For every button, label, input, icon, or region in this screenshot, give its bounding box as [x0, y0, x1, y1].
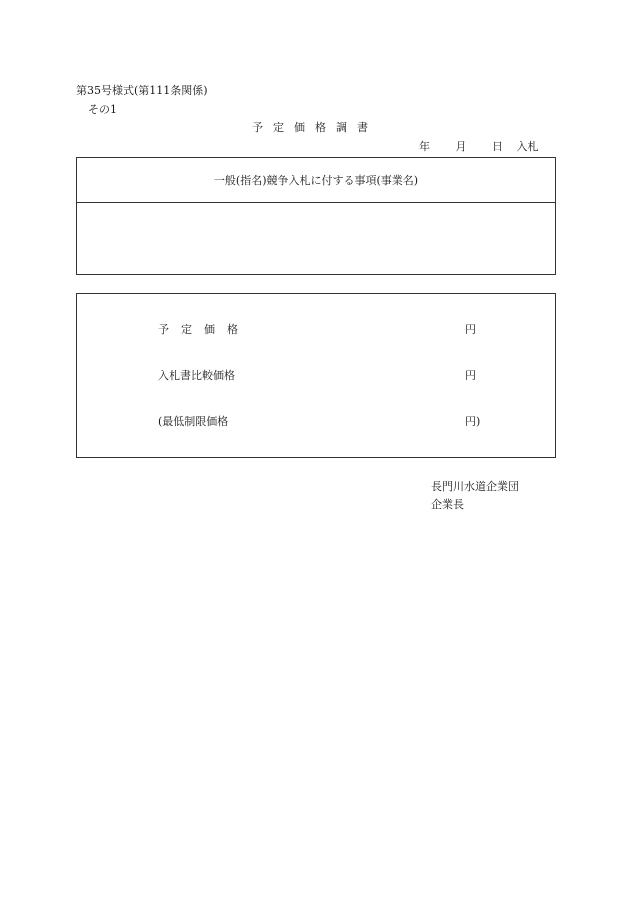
price-label-minimum: (最低制限価格 — [158, 415, 229, 428]
date-tender-label: 入札 — [516, 140, 539, 153]
price-row-estimated — [77, 322, 555, 338]
form-number: 第35号様式(第111条関係) — [76, 84, 208, 97]
date-line — [419, 140, 539, 154]
date-year-label: 年 — [419, 140, 430, 153]
price-box — [76, 293, 556, 458]
date-month-label: 月 — [455, 140, 467, 153]
project-box-header: 一般(指名)競争入札に付する事項(事業名) — [77, 158, 555, 203]
form-sub-number: その1 — [88, 103, 117, 116]
price-unit-comparison: 円 — [465, 369, 476, 382]
signature-organization: 長門川水道企業団 — [431, 480, 519, 493]
price-label-estimated: 予定価格 — [158, 323, 250, 336]
price-row-comparison — [77, 368, 555, 384]
price-unit-minimum: 円) — [465, 415, 481, 428]
document-title: 予定価格調書 — [252, 121, 378, 134]
project-box — [76, 157, 556, 275]
price-row-minimum — [77, 414, 555, 430]
price-unit-estimated: 円 — [465, 323, 476, 336]
price-label-comparison: 入札書比較価格 — [158, 369, 235, 382]
signature-position: 企業長 — [431, 498, 464, 511]
date-day-label: 日 — [492, 140, 503, 153]
project-name-field[interactable] — [77, 203, 555, 274]
